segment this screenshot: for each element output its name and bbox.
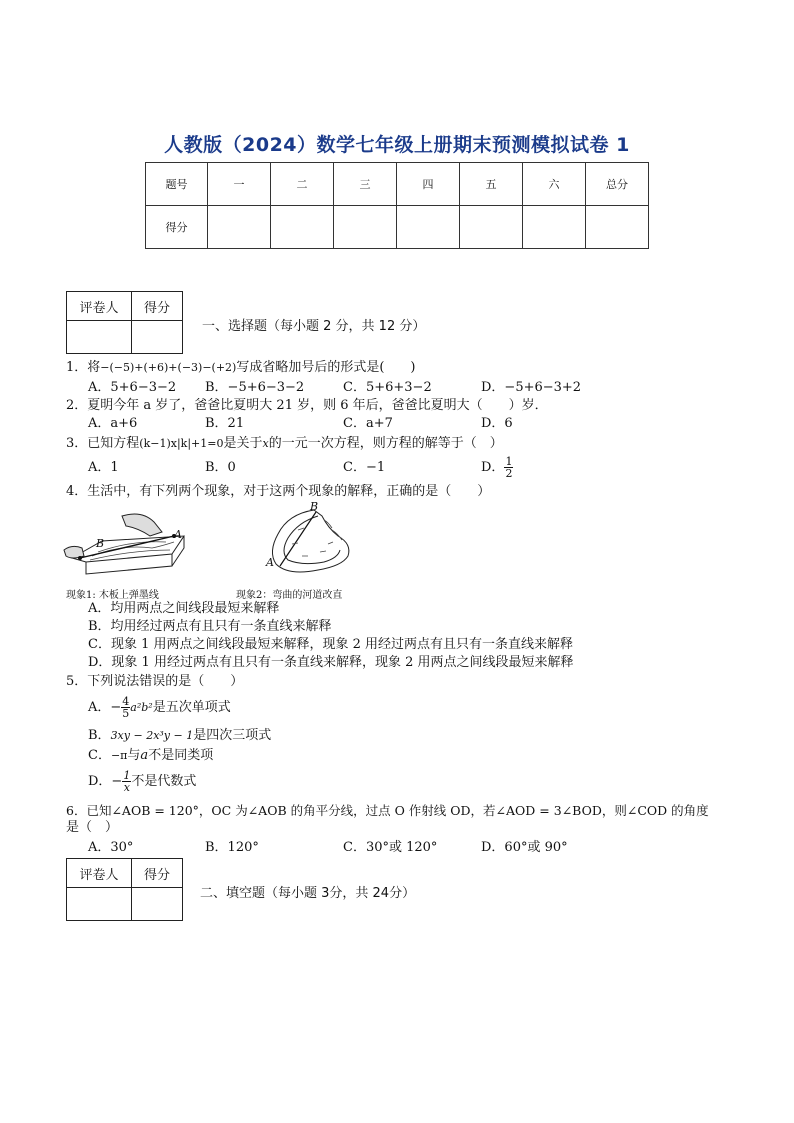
- score-table-score-row: [146, 206, 649, 249]
- figure2-caption: 现象2：弯曲的河道改直: [236, 590, 343, 601]
- q2-option-a: A．a+6: [88, 416, 138, 431]
- figure2-label-b: B: [310, 500, 319, 513]
- q1-option-b: B．−5+6−3−2: [205, 380, 305, 395]
- question-1-tail: 写成省略加号后的形式是( ): [236, 360, 416, 375]
- q3-option-d: [481, 456, 513, 479]
- score-row-label: 得分: [146, 206, 208, 249]
- score-input-cell[interactable]: [334, 206, 397, 249]
- wood-board-figure: [62, 506, 198, 584]
- q5-d-prefix: D．−: [88, 774, 123, 789]
- q5-c-tail: 不是同类项: [148, 748, 214, 763]
- score-table: [145, 162, 649, 249]
- q5-c-expr: −π: [110, 749, 128, 762]
- reviewer-label: 评卷人: [67, 859, 132, 888]
- score-cell: 六: [523, 163, 586, 206]
- q6-option-b: B．120°: [205, 840, 259, 855]
- q5-option-c: [88, 748, 213, 764]
- q5-b-tail: 是四次三项式: [193, 728, 272, 743]
- figure2-label-a: A: [266, 556, 274, 569]
- score-table-header-row: [146, 163, 649, 206]
- score-cell: 三: [334, 163, 397, 206]
- grader-box-2: [66, 858, 183, 921]
- fraction: $\frac{1}{x}$: [123, 769, 131, 794]
- q2-option-b: B．21: [205, 416, 245, 431]
- q4-option-d: D．现象 1 用经过两点有且只有一条直线来解释，现象 2 用两点之间线段最短来解释: [88, 655, 574, 670]
- q5-b-expr: 3xy − 2x³y − 1: [110, 729, 194, 742]
- score-label: 得分: [132, 859, 183, 888]
- q5-b-prefix: B．: [88, 728, 111, 743]
- q1-option-a: A．5+6−3−2: [88, 380, 177, 395]
- q6-option-c: C．30°或 120°: [343, 840, 438, 855]
- grader-box-1: [66, 291, 183, 354]
- q5-option-d: [88, 770, 196, 793]
- q5-d-tail: 不是代数式: [131, 774, 197, 789]
- question-5: 5．下列说法错误的是（ ）: [66, 674, 244, 689]
- score-cell: 二: [271, 163, 334, 206]
- reviewer-input[interactable]: [67, 321, 132, 354]
- q6-option-a: A．30°: [88, 840, 134, 855]
- figure1-caption: 现象1: 木板上弹墨线: [66, 590, 159, 601]
- q4-option-a: A．均用两点之间线段最短来解释: [88, 601, 280, 616]
- question-3: [66, 436, 503, 452]
- reviewer-label: 评卷人: [67, 292, 132, 321]
- q4-option-b: B．均用经过两点有且只有一条直线来解释: [88, 619, 332, 634]
- q5-option-a: [88, 696, 231, 719]
- question-3-var: x: [262, 437, 269, 450]
- question-1-stem: 1．将: [66, 360, 101, 375]
- question-3-equation: (k−1)x|k|+1=0: [139, 437, 224, 450]
- score-cell: 四: [397, 163, 460, 206]
- score-input[interactable]: [132, 888, 183, 921]
- q1-option-c: C．5+6+3−2: [343, 380, 432, 395]
- score-input[interactable]: [132, 321, 183, 354]
- question-3-stem-c: 的一元一次方程，则方程的解等于（ ）: [268, 436, 503, 451]
- question-4: 4．生活中，有下列两个现象，对于这两个现象的解释，正确的是（ ）: [66, 484, 491, 499]
- section-1-heading: 一、选择题（每小题 2 分，共 12 分）: [202, 319, 426, 334]
- score-input-cell[interactable]: [208, 206, 271, 249]
- figure1-label-a: A: [174, 528, 182, 541]
- question-6-line-2: 是（ ）: [66, 820, 119, 835]
- question-1-expr: −(−5)+(+6)+(−3)−(+2): [100, 361, 237, 374]
- q1-option-d: D．−5+6−3+2: [481, 380, 582, 395]
- score-input-cell[interactable]: [586, 206, 649, 249]
- question-6-line-1: 6．已知∠AOB = 120°，OC 为∠AOB 的角平分线，过点 O 作射线 OD，若∠AOD = 3∠BOD，则∠COD 的角度: [66, 803, 709, 818]
- q3-option-d-label: D．: [481, 460, 505, 475]
- river-figure: [258, 500, 358, 582]
- q5-c-var: a: [140, 748, 149, 763]
- question-3-stem: 3．已知方程: [66, 436, 140, 451]
- question-1: [66, 360, 416, 376]
- score-input-cell[interactable]: [271, 206, 334, 249]
- score-input-cell[interactable]: [397, 206, 460, 249]
- reviewer-input[interactable]: [67, 888, 132, 921]
- q5-option-b: [88, 728, 271, 744]
- score-input-cell[interactable]: [460, 206, 523, 249]
- score-cell: 题号: [146, 163, 208, 206]
- q5-c-mid: 与: [127, 748, 141, 763]
- score-cell: 五: [460, 163, 523, 206]
- section-2-heading: 二、填空题（每小题 3分，共 24分）: [200, 886, 416, 901]
- q5-a-tail: 是五次单项式: [152, 700, 231, 715]
- q6-option-d: D．60°或 90°: [481, 840, 568, 855]
- score-cell: 总分: [586, 163, 649, 206]
- fraction: $\frac{4}{5}$: [122, 695, 130, 720]
- q2-option-c: C．a+7: [343, 416, 393, 431]
- q5-a-prefix: A．−: [88, 700, 122, 715]
- score-label: 得分: [132, 292, 183, 321]
- q3-option-c: C．−1: [343, 460, 386, 475]
- score-cell: 一: [208, 163, 271, 206]
- q5-c-prefix: C．: [88, 748, 111, 763]
- figure1-label-b: B: [96, 537, 105, 550]
- fraction: $\frac{1}{2}$: [505, 455, 513, 480]
- q3-option-a: A．1: [88, 460, 119, 475]
- q4-option-c: C．现象 1 用两点之间线段最短来解释，现象 2 用经过两点有且只有一条直线来解释: [88, 637, 574, 652]
- page-title: 人教版（2024）数学七年级上册期末预测模拟试卷 1: [164, 134, 630, 156]
- q2-option-d: D．6: [481, 416, 513, 431]
- q3-option-b: B．0: [205, 460, 236, 475]
- question-2: 2．夏明今年 a 岁了，爸爸比夏明大 21 岁，则 6 年后，爸爸比夏明大（ ）岁．: [66, 398, 548, 413]
- q5-a-expr: a²b²: [130, 701, 153, 714]
- score-input-cell[interactable]: [523, 206, 586, 249]
- question-3-stem-b: 是关于: [223, 436, 263, 451]
